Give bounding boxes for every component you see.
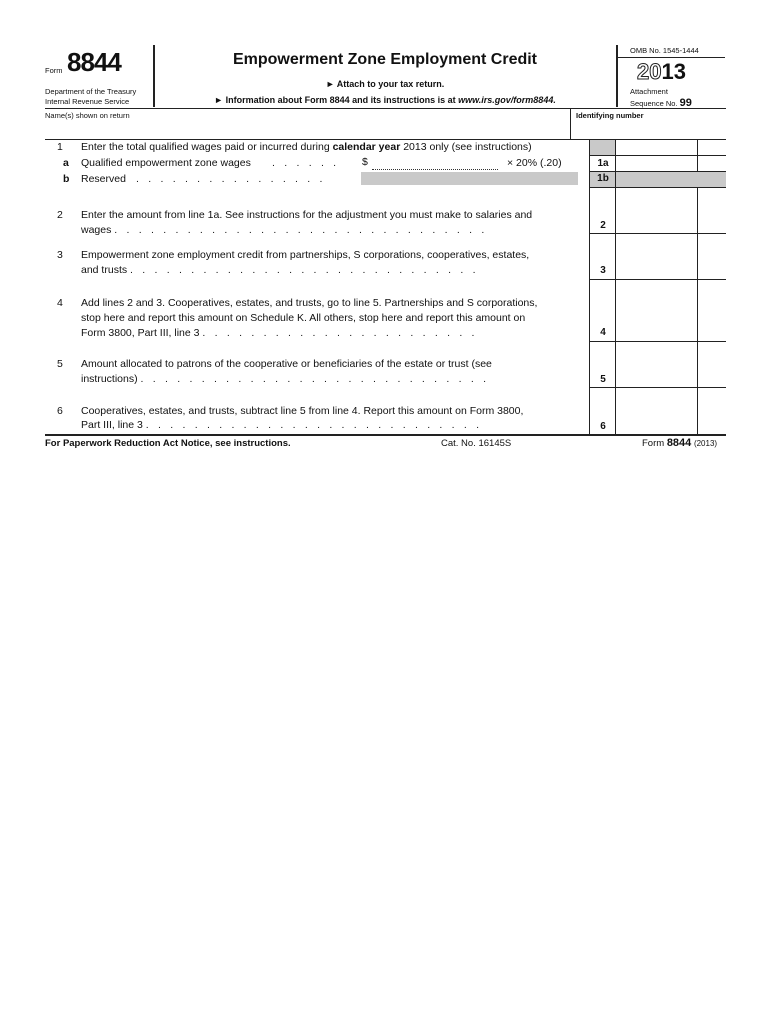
line1a-dots: . . . . . . (272, 157, 340, 169)
line1-number: 1 (57, 141, 63, 153)
box-label-4: 4 (600, 327, 606, 338)
shade-line1-box (590, 140, 615, 155)
irs-line: Internal Revenue Service (45, 97, 130, 106)
info-prefix: ► Information about Form 8844 and its instructions is at (214, 95, 459, 105)
box-label-5: 5 (600, 374, 606, 385)
line1a-text: Qualified empowerment zone wages (81, 157, 251, 169)
line1b-letter: b (63, 173, 70, 185)
attachment-label: Attachment (630, 87, 668, 96)
line1-text-post: 2013 only (see instructions) (400, 141, 532, 153)
omb-rule (617, 57, 725, 58)
line2-text-1: Enter the amount from line 1a. See instructions for the adjustment you must make to salaries and (81, 209, 533, 221)
name-field[interactable] (45, 122, 567, 138)
line3-amount-field[interactable] (617, 262, 695, 276)
line1a-amount-field[interactable] (617, 156, 695, 170)
box-label-2: 2 (600, 220, 606, 231)
line3-text-1: Empowerment zone employment credit from partnerships, S corporations, cooperatives, estates, (81, 249, 530, 261)
catalog-number: Cat. No. 16145S (441, 438, 512, 449)
line3-text-2-label: and trusts (81, 264, 128, 276)
line1b-text: Reserved (81, 173, 126, 185)
line5-dots: . . . . . . . . . . . . . . . . . . . . . . . . . . . . . (140, 373, 490, 385)
rule-3-bottom (589, 279, 726, 280)
line3-text-2 (81, 263, 479, 278)
line2-amount-field[interactable] (617, 216, 695, 230)
line1-text (81, 140, 532, 155)
footer-form-word: Form (642, 438, 665, 449)
id-number-field[interactable] (576, 122, 724, 138)
line4-amount-field[interactable] (617, 324, 695, 338)
line2-number: 2 (57, 209, 63, 221)
line1-text-pre: Enter the total qualified wages paid or incurred during (81, 141, 333, 153)
line2-text-2-label: wages (81, 224, 112, 236)
header-divider-left (153, 45, 155, 107)
names-divider (570, 108, 571, 139)
line1a-wages-input[interactable] (372, 156, 498, 170)
line6-dots: . . . . . . . . . . . . . . . . . . . . . . . . . . . . (145, 419, 483, 431)
line5-text-2-label: instructions) (81, 373, 138, 385)
line3-number: 3 (57, 249, 63, 261)
line1b-dots: . . . . . . . . . . . . . . . . (136, 173, 326, 185)
department-line: Department of the Treasury (45, 87, 137, 96)
line6-text-2-label: Part III, line 3 (81, 419, 143, 431)
line1a-multiplier: × 20% (.20) (507, 157, 562, 169)
line4-text-2: stop here and report this amount on Schedule K. All others, stop here and report this amount on (81, 312, 526, 324)
header-divider-right (616, 45, 618, 107)
form-number: 8844 (67, 47, 121, 77)
rule-2-bottom (589, 233, 726, 234)
line1-text-bold: calendar year (332, 141, 401, 153)
rule-4-bottom (589, 341, 726, 342)
line4-dots: . . . . . . . . . . . . . . . . . . . . . . . (202, 327, 478, 339)
line1a-dollar: $ (362, 156, 368, 168)
line1a-letter: a (63, 157, 69, 169)
line2-dots: . . . . . . . . . . . . . . . . . . . . . . . . . . . . . . . (114, 224, 488, 236)
rule-1b-bottom (589, 187, 726, 188)
line2-text-2 (81, 223, 487, 238)
rule-1a-bottom (589, 171, 726, 172)
footer-form-number: 8844 (666, 437, 692, 449)
box-label-1b: 1b (597, 173, 609, 184)
line6-amount-field[interactable] (617, 417, 695, 431)
shade-1b-amount (616, 171, 726, 187)
year-solid: 13 (661, 59, 686, 84)
header-bottom-rule (45, 108, 726, 109)
box-label-3: 3 (600, 265, 606, 276)
line6-text-1: Cooperatives, estates, and trusts, subtract line 5 from line 4. Report this amount on Form 3800, (81, 405, 524, 417)
line4-text-3-label: Form 3800, Part III, line 3 (81, 327, 200, 339)
info-instruction (160, 95, 610, 105)
line6-number: 6 (57, 405, 63, 417)
info-url[interactable]: www.irs.gov/form8844. (458, 95, 556, 105)
line4-text-3 (81, 326, 478, 341)
sequence-text: Sequence No. (630, 99, 678, 108)
box-label-6: 6 (600, 421, 606, 432)
line5-amount-field[interactable] (617, 370, 695, 384)
footer-form-id (642, 437, 717, 449)
line4-number: 4 (57, 297, 63, 309)
name-label: Name(s) shown on return (45, 111, 130, 120)
attach-instruction: ► Attach to your tax return. (325, 79, 445, 89)
rule-5-bottom (589, 387, 726, 388)
paperwork-notice: For Paperwork Reduction Act Notice, see instructions. (45, 438, 291, 449)
tax-year (637, 59, 686, 85)
form-label: Form (45, 66, 63, 75)
line6-text-2 (81, 418, 482, 433)
box-label-1a: 1a (597, 158, 609, 169)
sequence-number: 99 (679, 97, 692, 109)
id-label: Identifying number (576, 111, 644, 120)
line5-text-2 (81, 372, 489, 387)
line4-text-1: Add lines 2 and 3. Cooperatives, estates, and trusts, go to line 5. Partnerships and S corporations, (81, 297, 538, 309)
line3-dots: . . . . . . . . . . . . . . . . . . . . . . . . . . . . . (130, 264, 479, 276)
line5-text-1: Amount allocated to patrons of the cooperative or beneficiaries of the estate or trust (see (81, 358, 492, 370)
line5-number: 5 (57, 358, 63, 370)
form-title: Empowerment Zone Employment Credit (232, 51, 538, 68)
year-outline: 20 (637, 59, 662, 84)
footer-year: (2013) (693, 439, 718, 448)
shade-1b-entry (361, 172, 578, 185)
omb-number: OMB No. 1545-1444 (630, 46, 699, 55)
form-bottom-rule (45, 434, 726, 436)
